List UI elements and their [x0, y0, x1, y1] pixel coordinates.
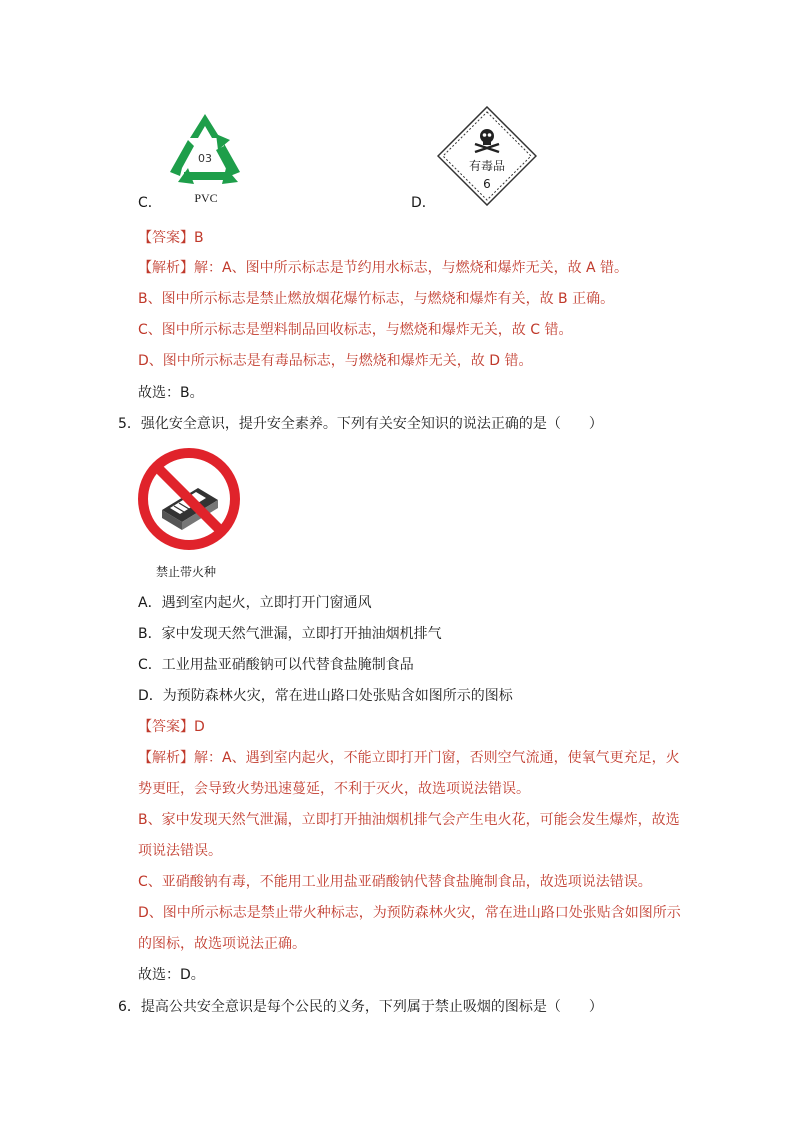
option-d-letter: D． — [411, 195, 436, 211]
toxic-caption: 有毒品 — [468, 159, 505, 173]
q4-conclusion: 故选：B。 — [138, 385, 204, 401]
q5-analysis-line-1: 【解析】解：A、遇到室内起火，不能立即打开门窗，否则空气流通，使氧气更充足，火 — [138, 750, 680, 766]
option-c-letter: C． — [138, 195, 162, 211]
toxic-sign — [437, 106, 537, 206]
q6-stem: 6．提高公共安全意识是每个公民的义务，下列属于禁止吸烟的图标是（ ） — [118, 999, 603, 1015]
q4-analysis-line-1: 【解析】解：A、图中所示标志是节约用水标志，与燃烧和爆炸无关，故 A 错。 — [138, 260, 629, 276]
q5-analysis-line-7: 的图标，故选项说法正确。 — [138, 936, 306, 952]
q5-option-b: B．家中发现天然气泄漏，立即打开抽油烟机排气 — [138, 626, 442, 642]
pvc-recycle-sign — [160, 110, 250, 205]
q5-stem: 5．强化安全意识，提升安全素养。下列有关安全知识的说法正确的是（ ） — [118, 416, 603, 432]
q5-analysis-line-6: D、图中所示标志是禁止带火种标志，为预防森林火灾，常在进山路口处张贴含如图所示 — [138, 905, 681, 921]
answer-value: B — [194, 230, 204, 246]
toxic-number: 6 — [483, 177, 491, 191]
recycle-number: 03 — [198, 152, 212, 165]
answer-value: D — [194, 719, 205, 735]
q5-answer — [138, 717, 205, 737]
q5-analysis-line-2: 势更旺，会导致火势迅速蔓延，不利于灭火，故选项说法错误。 — [138, 781, 530, 797]
no-fire-sign — [136, 446, 242, 552]
no-fire-caption: 禁止带火种 — [156, 565, 217, 579]
q5-conclusion: 故选：D。 — [138, 967, 205, 983]
recycle-caption: PVC — [194, 191, 218, 205]
answer-label: 【答案】 — [138, 230, 194, 246]
q4-analysis-line-2: B、图中所示标志是禁止燃放烟花爆竹标志，与燃烧和爆炸有关，故 B 正确。 — [138, 291, 615, 307]
analysis-label: 【解析】 — [138, 260, 194, 276]
q5-analysis-line-3: B、家中发现天然气泄漏，立即打开抽油烟机排气会产生电火花，可能会发生爆炸，故选 — [138, 812, 680, 828]
q4-analysis-line-3: C、图中所示标志是塑料制品回收标志，与燃烧和爆炸无关，故 C 错。 — [138, 322, 573, 338]
q4-answer — [138, 228, 204, 248]
answer-label: 【答案】 — [138, 719, 194, 735]
q4-analysis-line-4: D、图中所示标志是有毒品标志，与燃烧和爆炸无关，故 D 错。 — [138, 353, 533, 369]
no-matches-icon — [136, 446, 242, 552]
q5-analysis-line-4: 项说法错误。 — [138, 843, 222, 859]
q5-option-a: A．遇到室内起火，立即打开门窗通风 — [138, 595, 372, 611]
q5-option-c: C．工业用盐亚硝酸钠可以代替食盐腌制食品 — [138, 657, 414, 673]
q5-analysis-line-5: C、亚硝酸钠有毒，不能用工业用盐亚硝酸钠代替食盐腌制食品，故选项说法错误。 — [138, 874, 652, 890]
q5-option-d: D．为预防森林火灾，常在进山路口处张贴含如图所示的图标 — [138, 688, 513, 704]
recycle-icon — [160, 110, 250, 190]
analysis-label: 【解析】 — [138, 750, 194, 766]
